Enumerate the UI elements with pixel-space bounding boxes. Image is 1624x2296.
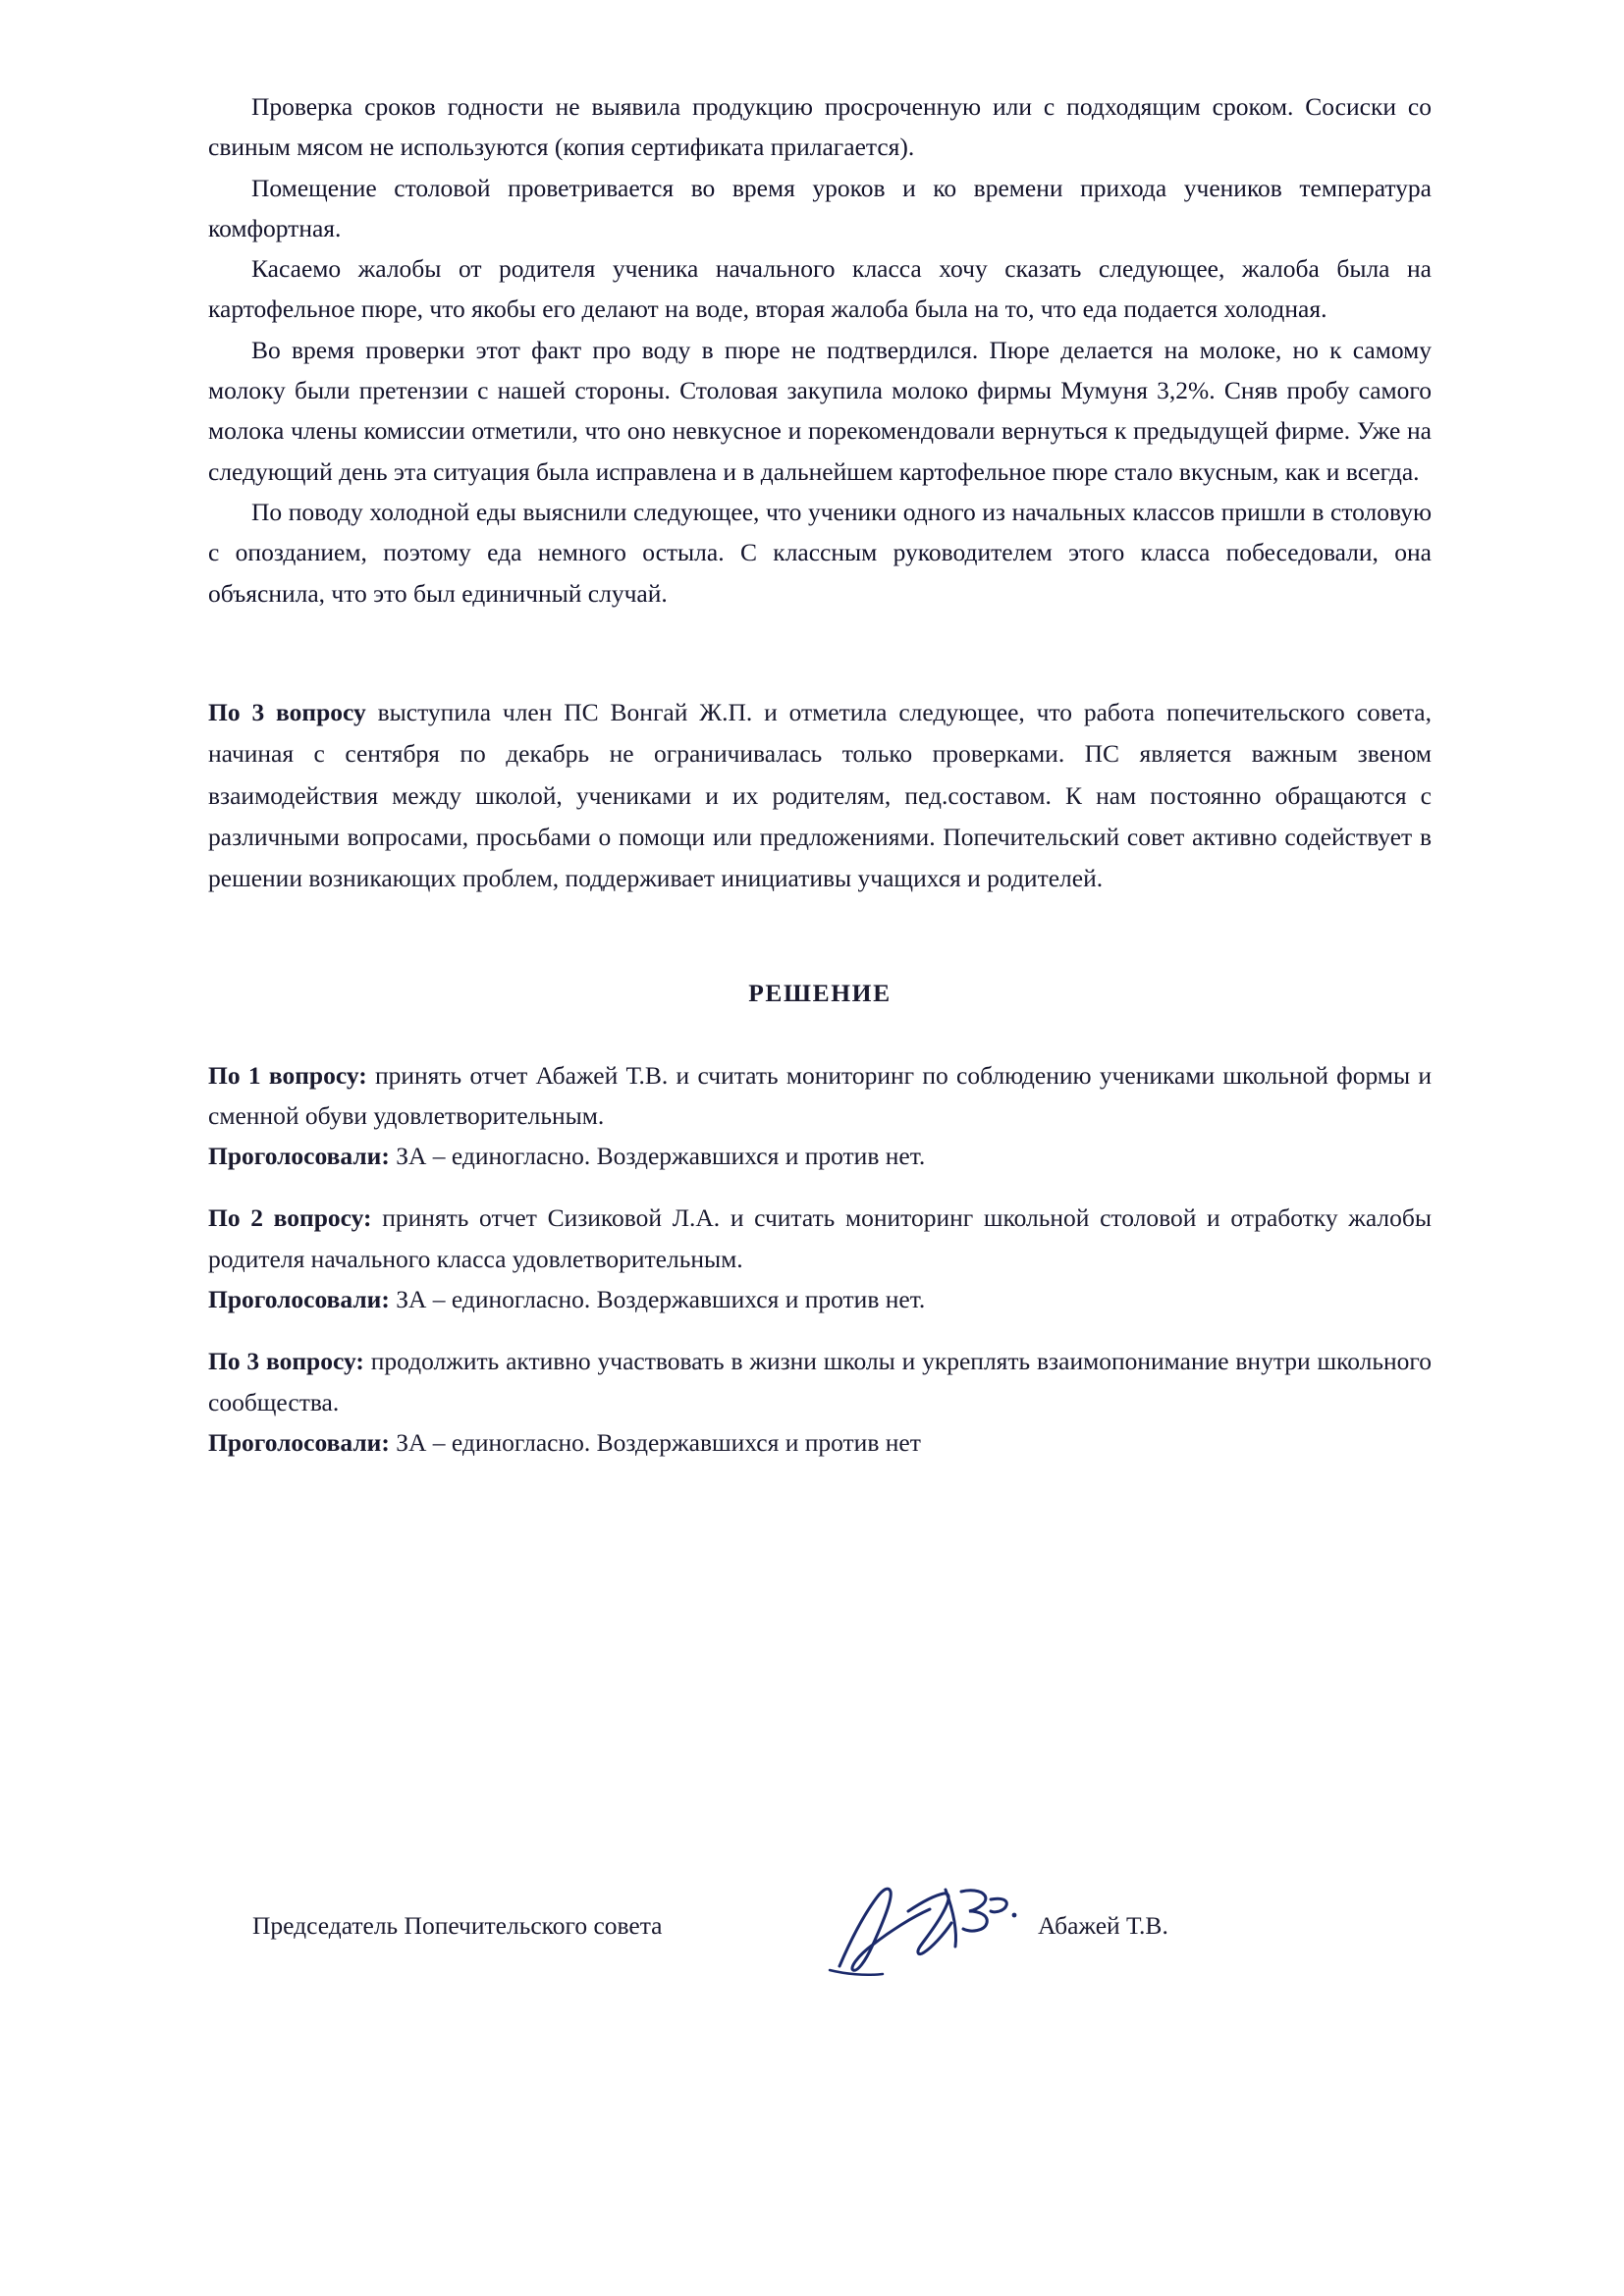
- paragraph-3: Касаемо жалобы от родителя ученика начального класса хочу сказать следующее, жалоба была на картофельное пюре, что якобы его делают на воде, вторая жалоба была на то, что еда подается холодная.: [208, 254, 1432, 324]
- paragraph-1: Проверка сроков годности не выявила продукцию просроченную или с подходящим сроком. Сосиски со свиным мясом не используются (копия сертификата прилагается).: [208, 92, 1432, 162]
- decision-1-vote-text: ЗА – единогласно. Воздержавшихся и против нет.: [389, 1142, 926, 1171]
- decision-2-vote-text: ЗА – единогласно. Воздержавшихся и против нет.: [389, 1284, 926, 1313]
- paragraph-2: Помещение столовой проветривается во время уроков и ко времени прихода учеников температура комфортная.: [208, 173, 1432, 242]
- decision-3-vote-lead: Проголосовали:: [208, 1427, 390, 1457]
- decision-3-lead: По 3 вопросу:: [208, 1347, 364, 1376]
- signature-name: Абажей Т.В.: [1038, 1911, 1168, 1940]
- decision-heading: РЕШЕНИЕ: [748, 978, 892, 1007]
- decision-2-lead: По 2 вопросу:: [208, 1203, 372, 1233]
- decision-3-text: продолжить активно участвовать в жизни школы и укреплять взаимопонимание внутри школьного сообщества.: [208, 1347, 1432, 1416]
- decision-2-vote-lead: Проголосовали:: [208, 1284, 390, 1313]
- decision-item-1: [208, 1055, 1432, 1177]
- decision-2-vote: [208, 1279, 1432, 1319]
- signature-row: [208, 1890, 1432, 2007]
- question-3-block: [208, 692, 1432, 900]
- decision-1-text: принять отчет Абажей Т.В. и считать мониторинг по соблюдению учениками школьной формы и сменной обуви удовлетворительным.: [208, 1060, 1432, 1130]
- signature-role: Председатель Попечительского совета: [252, 1911, 663, 1940]
- decision-3-line: [208, 1341, 1432, 1422]
- question-3-lead: По 3 вопросу: [208, 697, 366, 726]
- decision-3-vote: [208, 1422, 1432, 1463]
- decision-3-vote-text: ЗА – единогласно. Воздержавшихся и против нет: [389, 1427, 921, 1457]
- decision-1-lead: По 1 вопросу:: [208, 1060, 367, 1090]
- question-3-text: выступила член ПС Вонгай Ж.П. и отметила следующее, что работа попечительского совета, начиная с сентября по декабрь не ограничивалась только проверками. ПС является важным звеном взаимодействия между школой, учениками и их родителям, пед.составом. К нам постоянно обращаются с различными вопросами, просьбами о помощи или предложениями. Попечительский совет активно содействует в решении возникающих проблем, поддерживает инициативы учащихся и родителей.: [208, 697, 1432, 893]
- decision-item-2: [208, 1198, 1432, 1319]
- decision-2-line: [208, 1198, 1432, 1279]
- paragraph-5: По поводу холодной еды выяснили следующее, что ученики одного из начальных классов пришли в столовую с опозданием, поэтому еда немного остыла. С классным руководителем этого класса побеседовали, она объяснила, что это был единичный случай.: [208, 497, 1432, 608]
- decision-item-3: [208, 1341, 1432, 1463]
- decision-1-vote-lead: Проголосовали:: [208, 1142, 390, 1171]
- paragraph-4: Во время проверки этот факт про воду в пюре не подтвердился. Пюре делается на молоке, но к самому молоку были претензии с нашей стороны. Столовая закупила молоко фирмы Мумуня 3,2%. Сняв пробу самого молока члены комиссии отметили, что оно невкусное и порекомендовали вернуться к предыдущей фирме. Уже на следующий день эта ситуация была исправлена и в дальнейшем картофельное пюре стало вкусным, как и всегда.: [208, 335, 1432, 486]
- decision-2-text: принять отчет Сизиковой Л.А. и считать мониторинг школьной столовой и отработку жалобы родителя начального класса удовлетворительным.: [208, 1203, 1432, 1273]
- document-body: [208, 86, 1432, 1463]
- decision-1-line: [208, 1055, 1432, 1137]
- decision-1-vote: [208, 1136, 1432, 1176]
- handwritten-signature-icon: [822, 1872, 1033, 1985]
